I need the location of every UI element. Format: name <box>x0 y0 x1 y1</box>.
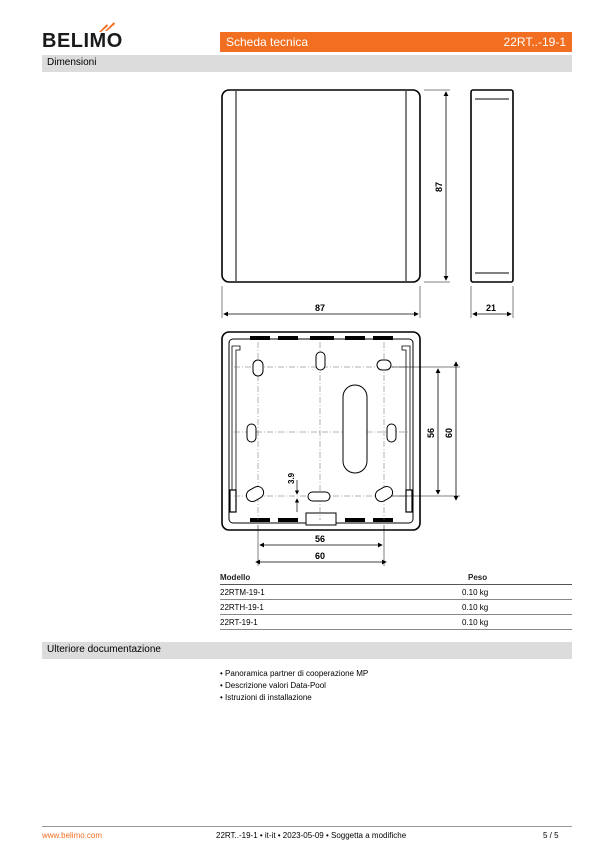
footer-info: 22RT..-19-1 • it-it • 2023-05-09 • Soggetta a modifiche <box>216 831 407 840</box>
table-row <box>220 600 572 615</box>
front-view <box>222 90 450 318</box>
section-dimensions-title: Dimensioni <box>47 57 97 68</box>
list-item[interactable]: • Istruzioni di installazione <box>220 692 368 704</box>
list-item[interactable]: • Descrizione valori Data-Pool <box>220 680 368 692</box>
section-documentation-title: Ulteriore documentazione <box>47 644 161 655</box>
footer-divider <box>42 826 572 827</box>
back-hole-h-outer-label: 60 <box>315 551 326 561</box>
table-cell-weight: 0.10 kg <box>462 588 489 597</box>
table-header-row <box>220 570 572 585</box>
brand-logo-text: BELIMO <box>42 30 123 52</box>
page-number: 5 / 5 <box>543 831 559 840</box>
front-width-label: 87 <box>315 303 326 313</box>
back-hole-v-outer-label: 60 <box>444 427 454 438</box>
front-height-label: 87 <box>434 181 444 192</box>
side-depth-label: 21 <box>486 303 497 313</box>
table-cell-model: 22RTM-19-1 <box>220 588 265 597</box>
table-cell-model: 22RTH-19-1 <box>220 603 264 612</box>
doc-type: Scheda tecnica <box>226 35 309 49</box>
side-view <box>471 90 513 318</box>
table-header-model: Modello <box>220 573 251 582</box>
table-row <box>220 585 572 600</box>
footer-website-link[interactable]: www.belimo.com <box>42 831 103 840</box>
back-view <box>222 332 460 566</box>
weight-table <box>220 570 572 630</box>
back-offset-label: 3.9 <box>287 472 296 484</box>
section-documentation <box>42 642 572 659</box>
table-header-weight: Peso <box>468 573 488 582</box>
back-hole-h-inner-label: 56 <box>315 534 326 544</box>
table-cell-weight: 0.10 kg <box>462 603 489 612</box>
documentation-list <box>220 668 368 704</box>
table-cell-weight: 0.10 kg <box>462 618 489 627</box>
product-code: 22RT..-19-1 <box>503 35 566 49</box>
table-row <box>220 615 572 630</box>
back-hole-v-inner-label: 56 <box>426 427 436 438</box>
table-cell-model: 22RT-19-1 <box>220 618 258 627</box>
list-item[interactable]: • Panoramica partner di cooperazione MP <box>220 668 368 680</box>
